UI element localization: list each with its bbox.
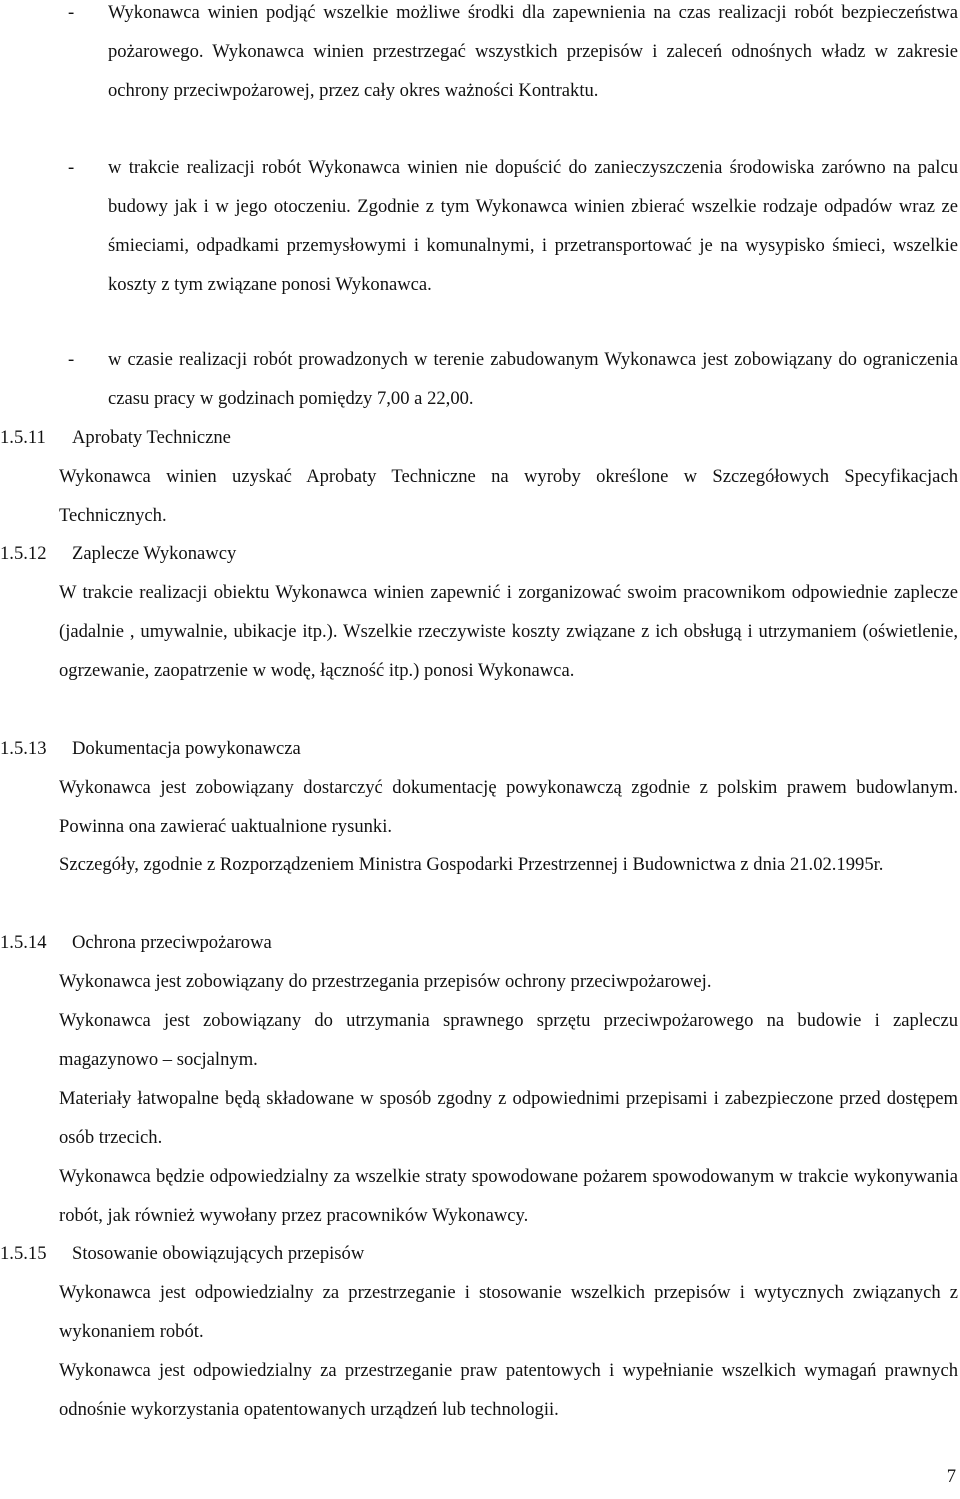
section-number: 1.5.13 xyxy=(0,738,47,759)
section-title: Stosowanie obowiązujących przepisów xyxy=(72,1243,365,1264)
section-heading xyxy=(0,923,272,962)
section-number: 1.5.14 xyxy=(0,932,47,953)
section-paragraph: Wykonawca jest zobowiązany dostarczyć dokumentację powykonawczą zgodnie z polskim prawem budowlanym. Powinna ona zawierać uaktualnione rysunki. xyxy=(59,777,958,837)
section-paragraph: Materiały łatwopalne będą składowane w sposób zgodny z odpowiednimi przepisami i zabezpieczone przed dostępem osób trzecich. xyxy=(59,1088,958,1148)
bullet-dash: - xyxy=(68,2,75,23)
section-heading xyxy=(0,729,301,768)
page-number: 7 xyxy=(946,1466,956,1487)
section-number: 1.5.11 xyxy=(0,427,46,448)
section-number: 1.5.12 xyxy=(0,543,47,564)
bullet-text: w trakcie realizacji robót Wykonawca winien nie dopuścić do zanieczyszczenia środowiska zarówno na palcu budowy jak i w jego otoczeniu. Zgodnie z tym Wykonawca winien zbierać wszelkie rodzaje odpadów wraz ze śmieciami, odpadkami przemysłowymi i komunalnymi, i przetransportować je na wysypisko śmieci, wszelkie koszty z tym związane ponosi Wykonawca. xyxy=(108,157,958,295)
bullet-text: Wykonawca winien podjąć wszelkie możliwe środki dla zapewnienia na czas realizacji robót bezpieczeństwa pożarowego. Wykonawca winien przestrzegać wszystkich przepisów i zaleceń odnośnych władz w zakresie ochrony przeciwpożarowej, przez cały okres ważności Kontraktu. xyxy=(108,2,958,101)
section-paragraph: Wykonawca jest zobowiązany do przestrzegania przepisów ochrony przeciwpożarowej. xyxy=(59,971,712,992)
section-title: Ochrona przeciwpożarowa xyxy=(72,932,272,953)
bullet-dash: - xyxy=(68,349,75,370)
section-paragraph: Szczegóły, zgodnie z Rozporządzeniem Ministra Gospodarki Przestrzennej i Budownictwa z dnia 21.02.1995r. xyxy=(59,854,884,875)
section-title: Dokumentacja powykonawcza xyxy=(72,738,301,759)
section-heading xyxy=(0,534,236,573)
section-paragraph: W trakcie realizacji obiektu Wykonawca winien zapewnić i zorganizować swoim pracownikom odpowiednie zaplecze (jadalnie , umywalnie, ubikacje itp.). Wszelkie rzeczywiste koszty związane z ich obsługą i utrzymaniem (oświetlenie, ogrzewanie, zaopatrzenie w wodę, łączność itp.) ponosi Wykonawca. xyxy=(59,582,958,681)
section-paragraph: Wykonawca jest zobowiązany do utrzymania sprawnego sprzętu przeciwpożarowego na budowie i zapleczu magazynowo – socjalnym. xyxy=(59,1010,958,1070)
section-paragraph: Wykonawca winien uzyskać Aprobaty Techniczne na wyroby określone w Szczegółowych Specyfikacjach Technicznych. xyxy=(59,466,958,526)
section-paragraph: Wykonawca jest odpowiedzialny za przestrzeganie praw patentowych i wypełnianie wszelkich wymagań prawnych odnośnie wykorzystania opatentowanych urządzeń lub technologii. xyxy=(59,1360,958,1420)
section-title: Aprobaty Techniczne xyxy=(72,427,231,448)
section-title: Zaplecze Wykonawcy xyxy=(72,543,237,564)
section-paragraph: Wykonawca jest odpowiedzialny za przestrzeganie i stosowanie wszelkich przepisów i wytycznych związanych z wykonaniem robót. xyxy=(59,1282,958,1342)
section-heading xyxy=(0,418,231,457)
section-paragraph: Wykonawca będzie odpowiedzialny za wszelkie straty spowodowane pożarem spowodowanym w trakcie wykonywania robót, jak również wywołany przez pracowników Wykonawcy. xyxy=(59,1166,958,1226)
bullet-dash: - xyxy=(68,157,75,178)
bullet-text: w czasie realizacji robót prowadzonych w terenie zabudowanym Wykonawca jest zobowiązany do ograniczenia czasu pracy w godzinach pomiędzy 7,00 a 22,00. xyxy=(108,349,958,409)
section-number: 1.5.15 xyxy=(0,1243,47,1264)
section-heading xyxy=(0,1234,364,1273)
